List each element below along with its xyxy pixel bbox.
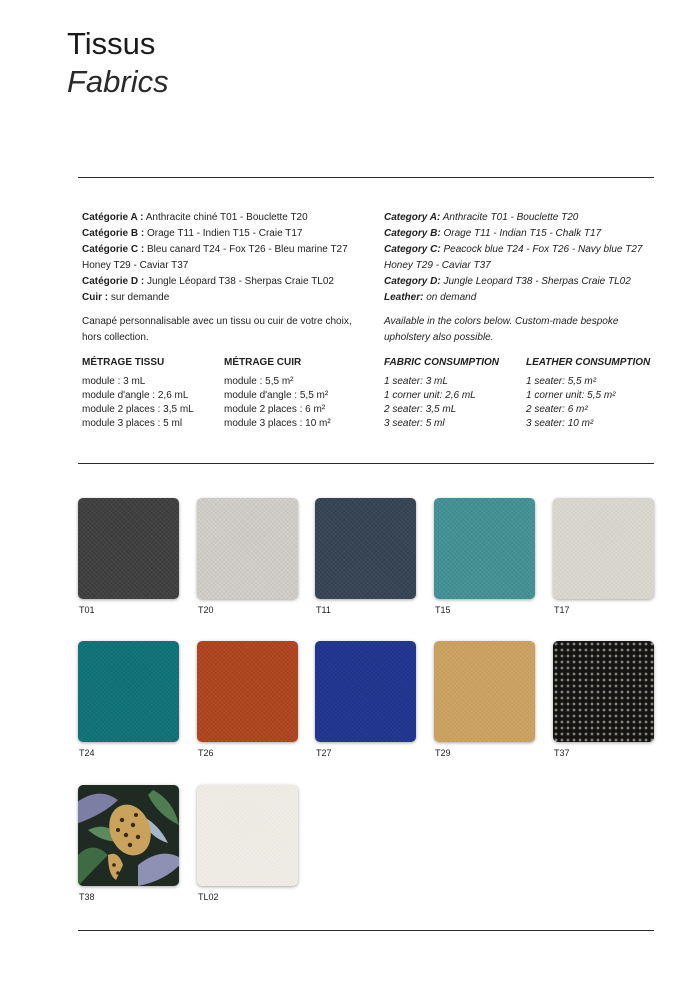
fabric-swatch-tl02 xyxy=(197,785,298,886)
consumption-row: 3 seater: 5 ml xyxy=(384,418,445,429)
category-line: Category D: Jungle Leopard T38 - Sherpas Craie TL02 xyxy=(384,276,631,287)
fabric-swatch-t26 xyxy=(197,641,298,742)
swatch-code: T24 xyxy=(79,748,95,758)
consumption-row: module : 5,5 m² xyxy=(224,376,294,387)
category-line: Catégorie B : Orage T11 - Indien T15 - Craie T17 xyxy=(82,228,303,239)
fabric-swatch-t20 xyxy=(197,498,298,599)
fabric-swatch-t27 xyxy=(315,641,416,742)
swatch-code: T29 xyxy=(435,748,451,758)
fabric-swatch-t24 xyxy=(78,641,179,742)
fabric-consumption-heading: MÉTRAGE TISSU xyxy=(82,357,165,368)
french-description xyxy=(82,210,372,346)
customization-note: Available in the colors below. Custom-made bespoke upholstery also possible. xyxy=(384,316,619,343)
fabric-swatch-t15 xyxy=(434,498,535,599)
swatch-code: T15 xyxy=(435,605,451,615)
consumption-row: module d'angle : 5,5 m² xyxy=(224,390,329,401)
category-line: Category B: Orage T11 - Indian T15 - Chalk T17 xyxy=(384,228,602,239)
leather-consumption-heading: LEATHER CONSUMPTION xyxy=(526,357,651,368)
category-line: Honey T29 - Caviar T37 xyxy=(82,260,189,271)
fabric-swatch-t29 xyxy=(434,641,535,742)
fabric-swatch-t11 xyxy=(315,498,416,599)
leather-consumption-en xyxy=(526,356,650,431)
fabric-swatch-t01 xyxy=(78,498,179,599)
consumption-row: module 2 places : 6 m² xyxy=(224,404,326,415)
fabric-swatch-t37 xyxy=(553,641,654,742)
top-divider xyxy=(78,177,654,178)
consumption-row: module d'angle : 2,6 mL xyxy=(82,390,189,401)
category-line: Category A: Anthracite T01 - Bouclette T20 xyxy=(384,212,579,223)
consumption-row: 1 corner unit: 2,6 mL xyxy=(384,390,476,401)
swatch-code: T27 xyxy=(316,748,332,758)
swatch-code: TL02 xyxy=(198,892,219,902)
category-line: Cuir : sur demande xyxy=(82,292,170,303)
swatch-code: T01 xyxy=(79,605,95,615)
fabric-consumption-heading: FABRIC CONSUMPTION xyxy=(384,357,499,368)
consumption-row: 1 seater: 5,5 m² xyxy=(526,376,597,387)
consumption-row: module 2 places : 3,5 mL xyxy=(82,404,194,415)
swatch-code: T37 xyxy=(554,748,570,758)
category-line: Category C: Peacock blue T24 - Fox T26 - Navy blue T27 xyxy=(384,244,643,255)
leather-consumption-fr xyxy=(224,356,331,431)
consumption-row: 1 seater: 3 mL xyxy=(384,376,448,387)
category-line: Leather: on demand xyxy=(384,292,477,303)
consumption-row: module 3 places : 10 m² xyxy=(224,418,331,429)
fabric-swatch-t38 xyxy=(78,785,179,886)
swatch-code: T20 xyxy=(198,605,214,615)
consumption-row: 2 seater: 6 m² xyxy=(526,404,588,415)
leopard-jungle-pattern xyxy=(78,785,179,886)
fabric-consumption-en xyxy=(384,356,499,431)
leather-consumption-heading: MÉTRAGE CUIR xyxy=(224,357,302,368)
category-line: Honey T29 - Caviar T37 xyxy=(384,260,491,271)
english-description xyxy=(384,210,664,346)
consumption-row: module : 3 mL xyxy=(82,376,146,387)
fabric-swatch-t17 xyxy=(553,498,654,599)
consumption-row: 3 seater: 10 m² xyxy=(526,418,594,429)
swatch-code: T17 xyxy=(554,605,570,615)
consumption-row: module 3 places : 5 ml xyxy=(82,418,183,429)
fabric-consumption-fr xyxy=(82,356,194,431)
consumption-row: 1 corner unit: 5,5 m² xyxy=(526,390,616,401)
bottom-divider xyxy=(78,930,654,931)
swatch-code: T38 xyxy=(79,892,95,902)
category-line: Catégorie D : Jungle Léopard T38 - Sherpas Craie TL02 xyxy=(82,276,334,287)
page-subtitle: Fabrics xyxy=(67,64,169,99)
category-line: Catégorie C : Bleu canard T24 - Fox T26 - Bleu marine T27 xyxy=(82,244,348,255)
consumption-row: 2 seater: 3,5 mL xyxy=(384,404,457,415)
swatch-code: T26 xyxy=(198,748,214,758)
swatch-code: T11 xyxy=(316,605,331,615)
page-title: Tissus xyxy=(67,26,156,61)
middle-divider xyxy=(78,463,654,464)
category-line: Catégorie A : Anthracite chiné T01 - Bouclette T20 xyxy=(82,212,308,223)
customization-note: Canapé personnalisable avec un tissu ou cuir de votre choix, hors collection. xyxy=(82,316,352,343)
